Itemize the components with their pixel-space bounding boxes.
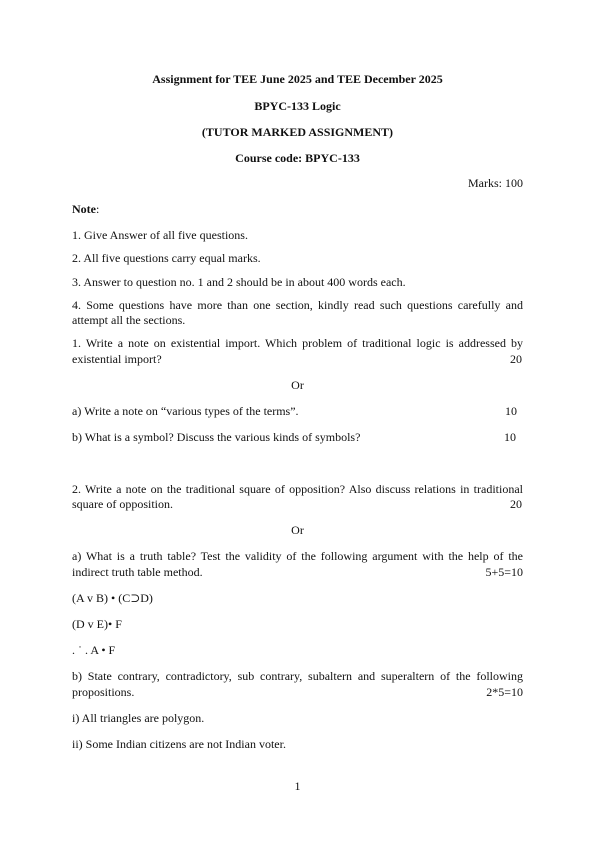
question-1-or: Or — [291, 378, 304, 392]
course-title: BPYC-133 Logic — [254, 99, 341, 113]
question-2b-line1: b) State contrary, contradictory, sub contrary, subaltern and superaltern of the following — [72, 669, 523, 683]
note-item-2: 2. All five questions carry equal marks. — [72, 251, 261, 265]
question-2b-marks: 2*5=10 — [486, 685, 523, 699]
conclusion: . ˙ . A • F — [72, 643, 116, 657]
note-heading — [72, 202, 523, 216]
question-2-line1: 2. Write a note on the traditional square of opposition? Also discuss relations in traditional — [72, 482, 523, 496]
question-1-line2: existential import? — [72, 352, 162, 366]
question-1-marks: 20 — [510, 352, 522, 366]
proposition-1: i) All triangles are polygon. — [72, 711, 205, 725]
note-item-3: 3. Answer to question no. 1 and 2 should be in about 400 words each. — [72, 275, 406, 289]
assignment-type: (TUTOR MARKED ASSIGNMENT) — [201, 125, 394, 139]
premise-2: (D v E)• F — [72, 617, 122, 631]
note-item-4-line2: attempt all the sections. — [72, 313, 186, 327]
total-marks: Marks: 100 — [468, 176, 523, 190]
question-2-line2: square of opposition. — [72, 497, 173, 511]
note-colon: : — [96, 202, 100, 216]
question-1-line1: 1. Write a note on existential import. Which problem of traditional logic is addressed by — [72, 336, 523, 350]
proposition-2: ii) Some Indian citizens are not Indian voter. — [72, 737, 286, 751]
question-1b: b) What is a symbol? Discuss the various kinds of symbols? — [72, 430, 361, 444]
note-item-1: 1. Give Answer of all five questions. — [72, 228, 248, 242]
course-code: Course code: BPYC-133 — [235, 151, 360, 165]
question-2a-line1: a) What is a truth table? Test the validity of the following argument with the help of the — [72, 549, 523, 563]
assignment-title: Assignment for TEE June 2025 and TEE December 2025 — [152, 72, 443, 86]
question-1b-marks: 10 — [504, 430, 516, 444]
note-label: Note — [72, 202, 96, 216]
page-number: 1 — [294, 779, 301, 793]
premise-1: (A v B) • (C⊃D) — [72, 591, 153, 605]
question-1a-marks: 10 — [505, 404, 517, 418]
note-item-4-line1: 4. Some questions have more than one section, kindly read such questions carefully and — [72, 298, 523, 312]
question-2a-line2: indirect truth table method. — [72, 565, 203, 579]
question-2-or: Or — [291, 523, 304, 537]
question-2a-marks: 5+5=10 — [485, 565, 523, 579]
question-2-marks: 20 — [510, 497, 522, 511]
question-2b-line2: propositions. — [72, 685, 135, 699]
question-1a: a) Write a note on “various types of the terms”. — [72, 404, 299, 418]
